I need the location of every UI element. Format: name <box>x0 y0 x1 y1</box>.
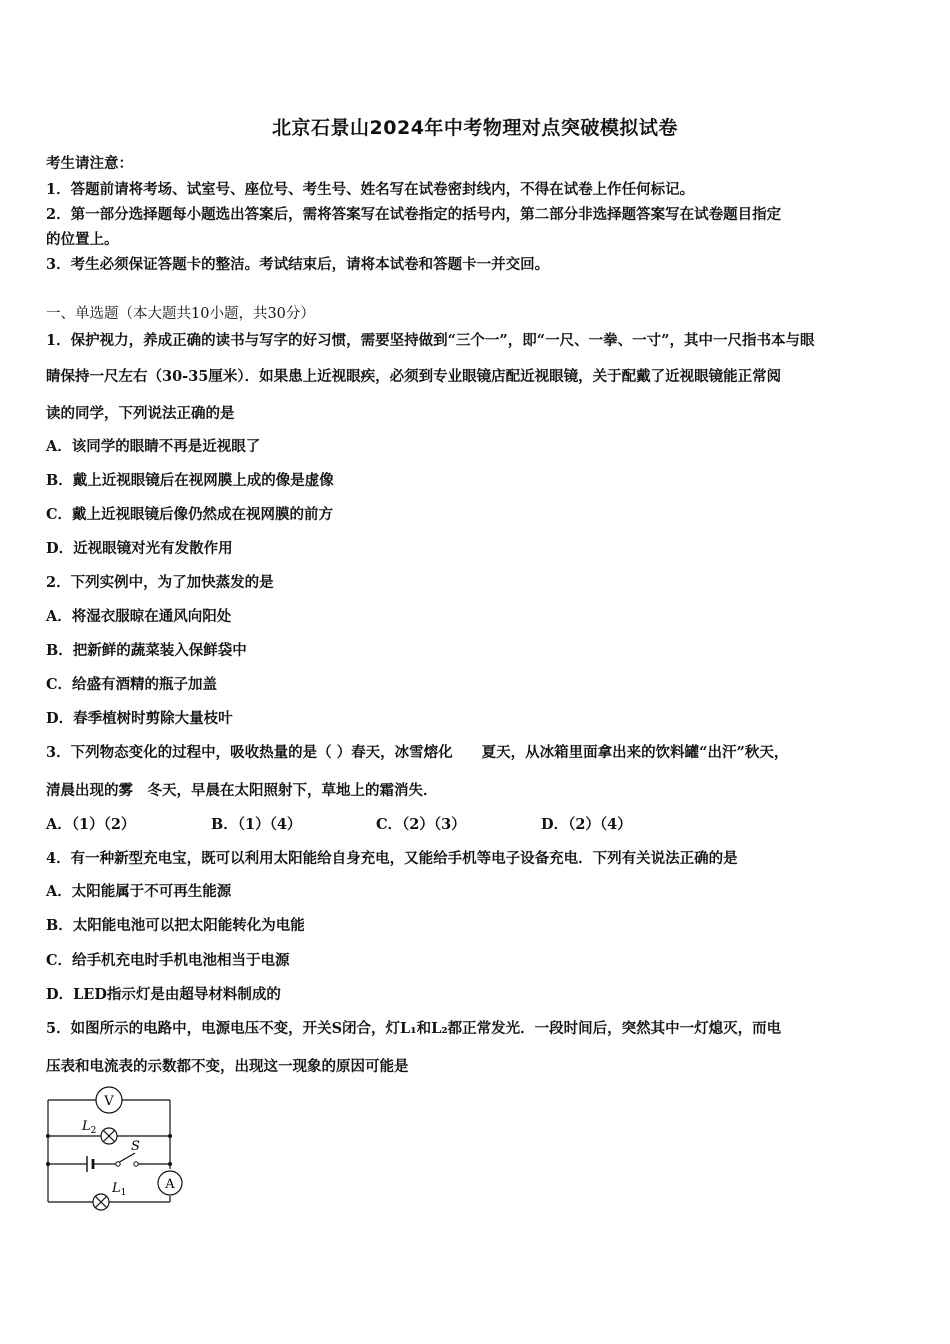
notice-item: 2．第一部分选择题每小题选出答案后，需将答案写在试卷指定的括号内，第二部分非选择题答案写在试卷题目指定 <box>46 206 782 223</box>
lamp2-subscript: 2 <box>90 1126 97 1136</box>
lamp2-label <box>81 1119 96 1136</box>
junction-dot <box>46 1162 50 1166</box>
q3-options <box>46 813 632 834</box>
q2-option-a: A．将湿衣服晾在通风向阳处 <box>46 608 232 625</box>
lamp1-letter: L <box>112 1181 121 1196</box>
q1-option-d: D．近视眼镜对光有发散作用 <box>46 540 233 557</box>
q4-option-d: D．LED指示灯是由超导材料制成的 <box>46 986 281 1003</box>
page-title: 北京石景山2024年中考物理对点突破模拟试卷 <box>272 117 678 139</box>
q4-stem: 4．有一种新型充电宝，既可以利用太阳能给自身充电，又能给手机等电子设备充电．下列有关说法正确的是 <box>46 850 738 867</box>
q3-stem: 3．下列物态变化的过程中，吸收热量的是（ ）春天，冰雪熔化 夏天，从冰箱里面拿出来的饮料罐“出汗”秋天， <box>46 744 789 761</box>
q1-option-b: B．戴上近视眼镜后在视网膜上成的像是虚像 <box>46 472 334 489</box>
notice-item: 1．答题前请将考场、试室号、座位号、考生号、姓名写在试卷密封线内，不得在试卷上作任何标记。 <box>46 181 695 198</box>
ammeter-label: A <box>165 1177 175 1192</box>
q2-option-d: D．春季植树时剪除大量枝叶 <box>46 710 233 727</box>
switch-label: S <box>131 1139 140 1154</box>
lamp1-label <box>111 1181 126 1198</box>
q3-stem: 清晨出现的雾 冬天，早晨在太阳照射下，草地上的霜消失． <box>46 782 438 799</box>
lamp-icon <box>93 1194 109 1210</box>
q3-option-c: C．（2）（3） <box>376 816 466 833</box>
q5-stem: 压表和电流表的示数都不变，出现这一现象的原因可能是 <box>46 1058 409 1075</box>
q3-option-a: A．（1）（2） <box>46 816 136 833</box>
lamp2-letter: L <box>82 1119 91 1134</box>
q4-option-c: C．给手机充电时手机电池相当于电源 <box>46 952 290 969</box>
switch-contact <box>116 1162 120 1166</box>
q4-option-b: B．太阳能电池可以把太阳能转化为电能 <box>46 917 305 934</box>
lamp1-subscript: 1 <box>120 1188 127 1198</box>
switch-contact <box>134 1162 138 1166</box>
junction-dot <box>46 1134 50 1138</box>
lamp-icon <box>101 1128 117 1144</box>
q2-stem: 2．下列实例中，为了加快蒸发的是 <box>46 574 274 591</box>
q3-option-b: B．（1）（4） <box>211 816 302 833</box>
notice-heading: 考生请注意： <box>46 155 133 172</box>
notice-item: 3．考生必须保证答题卡的整洁。考试结束后，请将本试卷和答题卡一并交回。 <box>46 256 550 273</box>
q1-stem: 读的同学，下列说法正确的是 <box>46 405 235 422</box>
notice-item: 的位置上。 <box>46 231 119 248</box>
junction-dot <box>168 1162 172 1166</box>
voltmeter-label: V <box>104 1094 114 1109</box>
q2-option-b: B．把新鲜的蔬菜装入保鲜袋中 <box>46 642 247 659</box>
q1-option-a: A．该同学的眼睛不再是近视眼了 <box>46 438 261 455</box>
q4-option-a: A．太阳能属于不可再生能源 <box>46 883 232 900</box>
q3-option-d: D．（2）（4） <box>541 816 632 833</box>
q2-option-c: C．给盛有酒精的瓶子加盖 <box>46 676 218 693</box>
q1-stem: 1．保护视力，养成正确的读书与写字的好习惯，需要坚持做到“三个一”，即“一尺、一拳、一寸”，其中一尺指书本与眼 <box>46 332 815 349</box>
junction-dot <box>168 1134 172 1138</box>
q1-stem: 睛保持一尺左右（30-35厘米）．如果患上近视眼疾，必须到专业眼镜店配近视眼镜，关于配戴了近视眼镜能正常阅 <box>46 368 782 385</box>
circuit-diagram <box>40 1086 190 1216</box>
section-heading: 一、单选题（本大题共10小题，共30分） <box>46 306 315 322</box>
q1-option-c: C．戴上近视眼镜后像仍然成在视网膜的前方 <box>46 506 334 523</box>
q5-stem: 5．如图所示的电路中，电源电压不变，开关S闭合，灯L₁和L₂都正常发光．一段时间后，突然其中一灯熄灭，而电 <box>46 1020 782 1037</box>
